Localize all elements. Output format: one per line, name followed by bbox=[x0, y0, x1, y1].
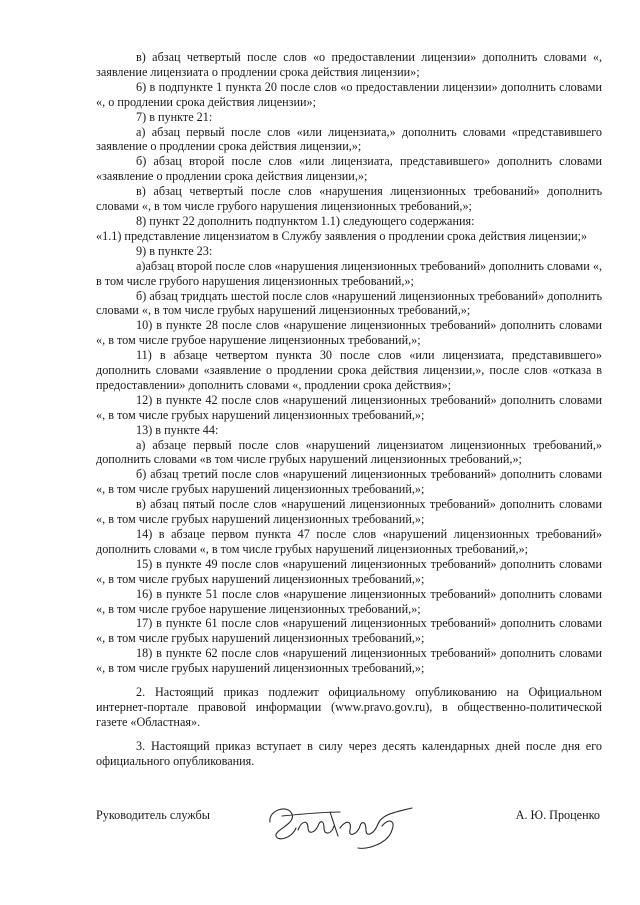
paragraph-22: 17) в пункте 61 после слов «нарушений лицензионных требований» дополнить словами «, в том числе грубых нарушений лицензионных требований,»; bbox=[96, 616, 602, 646]
paragraph-25: 3. Настоящий приказ вступает в силу через десять календарных дней после дня его официального опубликования. bbox=[96, 738, 602, 768]
paragraph-4: а) абзац первый после слов «или лицензиата,» дополнить словами «представившего заявление о продлении срока действия лицензии,»; bbox=[96, 124, 602, 154]
paragraph-16: а) абзаце первый после слов «нарушений лицензиатом лицензионных требований,» дополнить словами «в том числе грубых нарушений лицензионных требований,»; bbox=[96, 437, 602, 467]
paragraph-19: 14) в абзаце первом пункта 47 после слов «нарушений лицензионных требований» дополнить словами «, в том числе грубых нарушений лицензионных требований,»; bbox=[96, 527, 602, 556]
paragraph-24: 2. Настоящий приказ подлежит официальному опубликованию на Официальном интернет-портале правовой информации (www.pravo.gov.ru), в общественно-политической газете «Областная». bbox=[96, 685, 602, 729]
paragraph-2: 6) в подпункте 1 пункта 20 после слов «о предоставлении лицензии» дополнить словами «, о продлении срока действия лицензии»; bbox=[96, 79, 602, 109]
paragraph-18: в) абзац пятый после слов «нарушений лицензионных требований» дополнить словами «, в том числе грубых нарушений лицензионных требований,»; bbox=[96, 497, 602, 527]
signer-name: А. Ю. Проценко bbox=[515, 808, 600, 822]
signature-block bbox=[0, 808, 640, 868]
paragraph-1: в) абзац четвертый после слов «о предоставлении лицензии» дополнить словами «, заявление лицензиата о продлении срока действия лицензии»; bbox=[96, 50, 602, 79]
paragraph-13: 11) в абзаце четвертом пункта 30 после слов «или лицензиата, представившего» дополнить словами «заявление о продлении срока действия лицензии,», после слов «отказа в предоставлении» дополнить словами «, продлении срока действия»; bbox=[96, 348, 602, 392]
paragraph-15: 13) в пункте 44: bbox=[136, 422, 219, 437]
paragraph-10: а)абзац второй после слов «нарушения лицензионных требований» дополнить словами «, в том числе грубого нарушения лицензионных требований,»; bbox=[96, 258, 602, 288]
paragraph-14: 12) в пункте 42 после слов «нарушений лицензионных требований» дополнить словами «, в том числе грубых нарушений лицензионных требований,»; bbox=[96, 392, 602, 422]
paragraph-11: б) абзац тридцать шестой после слов «нарушений лицензионных требований» дополнить словами «, в том числе грубых нарушений лицензионных требований,»; bbox=[96, 288, 602, 318]
paragraph-9: 9) в пункте 23: bbox=[136, 243, 213, 258]
paragraph-3: 7) в пункте 21: bbox=[136, 109, 213, 124]
paragraph-7: 8) пункт 22 дополнить подпунктом 1.1) следующего содержания: bbox=[136, 213, 475, 228]
paragraph-21: 16) в пункте 51 после слов «нарушение лицензионных требований» дополнить словами «, в том числе грубое нарушение лицензионных требований,»; bbox=[96, 586, 602, 616]
paragraph-6: в) абзац четвертый после слов «нарушения лицензионных требований» дополнить словами «, в том числе грубого нарушения лицензионных требований,»; bbox=[96, 184, 602, 214]
paragraph-12: 10) в пункте 28 после слов «нарушение лицензионных требований» дополнить словами «, в том числе грубое нарушение лицензионных требований,»; bbox=[96, 318, 602, 348]
paragraph-8: «1.1) представление лицензиатом в Службу заявления о продлении срока действия лицензии;» bbox=[96, 228, 588, 243]
paragraph-17: б) абзац третий после слов «нарушений лицензионных требований» дополнить словами «, в том числе грубых нарушений лицензионных требований,»; bbox=[96, 467, 602, 497]
paragraph-20: 15) в пункте 49 после слов «нарушений лицензионных требований» дополнить словами «, в том числе грубых нарушений лицензионных требований,»; bbox=[96, 556, 602, 586]
signer-position: Руководитель службы bbox=[96, 808, 210, 822]
document-body bbox=[96, 50, 602, 769]
paragraph-23: 18) в пункте 62 после слов «нарушений лицензионных требований» дополнить словами «, в том числе грубых нарушений лицензионных требований,»; bbox=[96, 646, 602, 676]
handwritten-signature bbox=[262, 800, 430, 852]
paragraph-5: б) абзац второй после слов «или лицензиата, представившего» дополнить словами «заявление о продлении срока действия лицензии,»; bbox=[96, 154, 602, 184]
